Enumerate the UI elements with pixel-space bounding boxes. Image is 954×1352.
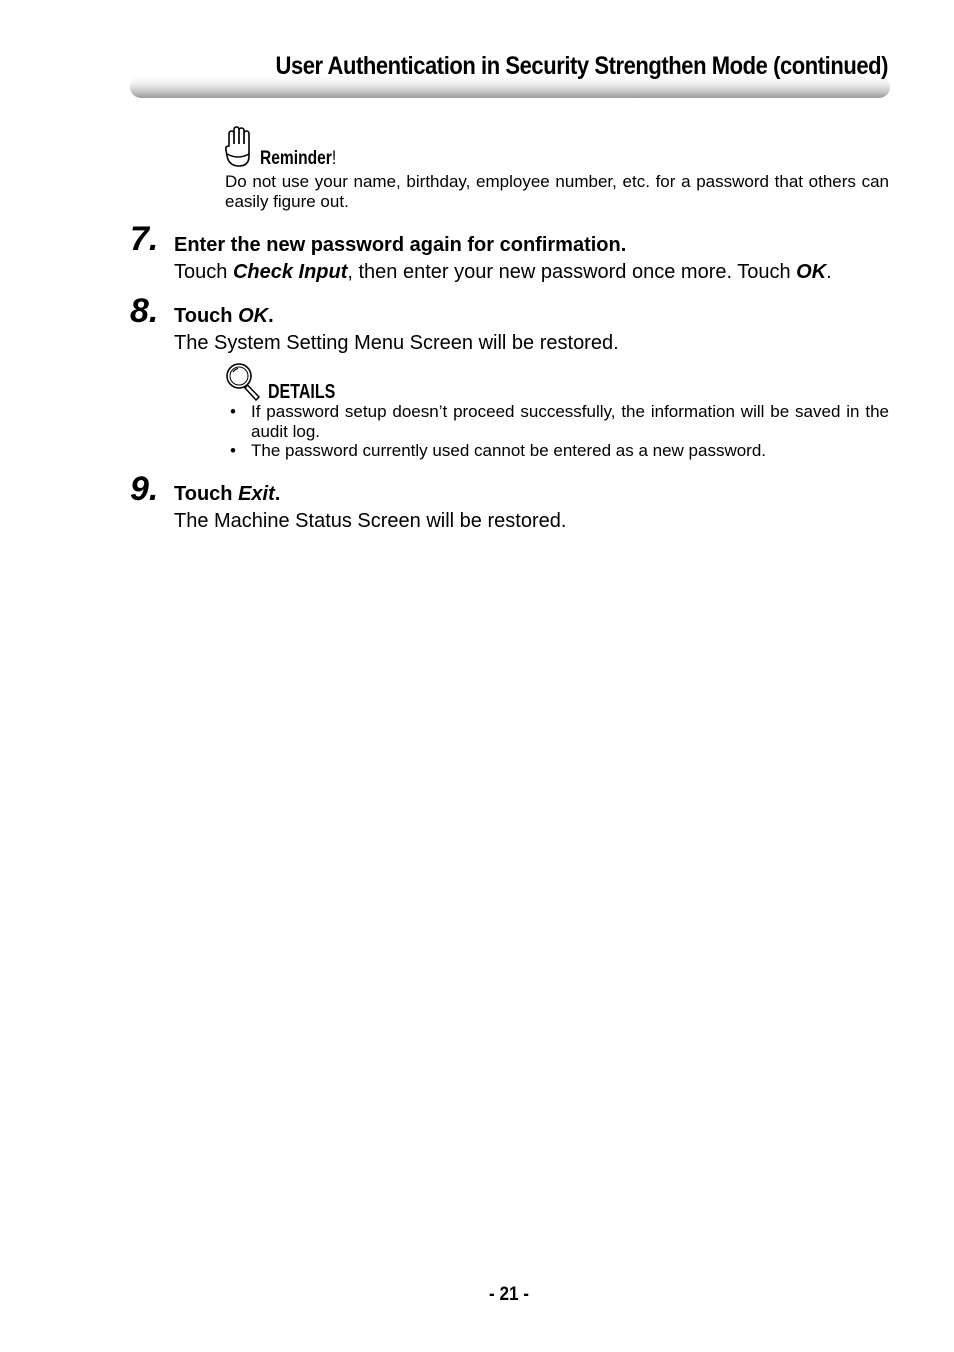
step-number-9: 9. bbox=[130, 470, 159, 508]
step-7-text-part: , then enter your new password once more. Touch bbox=[347, 261, 797, 283]
step-7-text bbox=[174, 261, 832, 284]
exit-term: Exit bbox=[238, 483, 275, 505]
step-8-text: The System Setting Menu Screen will be restored. bbox=[174, 332, 619, 354]
step-9-heading-part: . bbox=[274, 483, 281, 505]
ok-term: OK bbox=[796, 261, 827, 283]
step-7-heading: Enter the new password again for confirmation. bbox=[174, 234, 627, 256]
ok-term: OK bbox=[238, 305, 269, 327]
step-8-heading-part: Touch bbox=[174, 305, 239, 327]
bullet-symbol: • bbox=[230, 402, 236, 421]
reminder-label bbox=[260, 148, 336, 170]
hand-icon bbox=[224, 126, 254, 170]
step-number-8: 8. bbox=[130, 292, 159, 330]
step-9-text: The Machine Status Screen will be restored. bbox=[174, 510, 567, 532]
step-9-heading-part: Touch bbox=[174, 483, 239, 505]
details-item: If password setup doesn’t proceed successfully, the information will be saved in the audit log. bbox=[251, 402, 889, 441]
details-item: The password currently used cannot be entered as a new password. bbox=[251, 441, 767, 460]
step-9-heading bbox=[174, 483, 280, 506]
step-8-heading bbox=[174, 305, 274, 328]
check-input-term: Check Input bbox=[232, 261, 348, 283]
step-7-text-part: . bbox=[826, 261, 832, 283]
step-8-heading-part: . bbox=[268, 305, 274, 327]
page-number: - 21 - bbox=[489, 1284, 529, 1305]
bullet-symbol: • bbox=[230, 441, 236, 460]
page-title: User Authentication in Security Strengthen Mode (continued) bbox=[275, 52, 888, 80]
reminder-label-suffix: ! bbox=[331, 148, 337, 169]
reminder-text: Do not use your name, birthday, employee number, etc. for a password that others can easily figure out. bbox=[225, 172, 889, 211]
details-label: DETAILS bbox=[268, 381, 336, 403]
step-7-text-part: Touch bbox=[174, 261, 233, 283]
reminder-label-text: Reminder bbox=[260, 148, 332, 169]
step-number-7: 7. bbox=[130, 220, 159, 258]
magnifier-icon bbox=[224, 361, 262, 401]
